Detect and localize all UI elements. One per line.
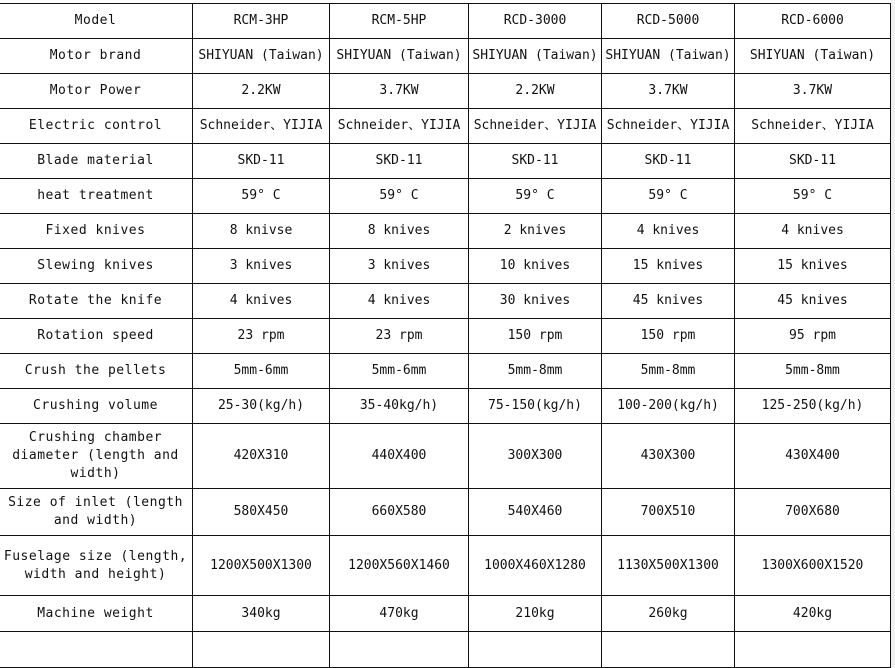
row-label: Fixed knives <box>0 214 193 249</box>
cell-value: 430X300 <box>602 424 735 489</box>
cell-value: 3.7KW <box>735 74 891 109</box>
cell-value: 15 knives <box>735 249 891 284</box>
cell-value: SHIYUAN (Taiwan) <box>602 39 735 74</box>
cell-value: 470kg <box>330 596 469 632</box>
table-row <box>0 489 891 536</box>
row-label: Slewing knives <box>0 249 193 284</box>
table-row <box>0 389 891 424</box>
cell-value: 30 knives <box>469 284 602 319</box>
cell-value: 4 knives <box>602 214 735 249</box>
cell-value: SKD-11 <box>735 144 891 179</box>
cell-value: 8 knivse <box>193 214 330 249</box>
cell-value: 340kg <box>193 596 330 632</box>
cell-value: 700X510 <box>602 489 735 536</box>
table-row <box>0 144 891 179</box>
cell-value: 59° C <box>193 179 330 214</box>
cell-value: 700X680 <box>735 489 891 536</box>
cell-value: 420kg <box>735 596 891 632</box>
cell-value: 5mm-8mm <box>602 354 735 389</box>
table-row <box>0 179 891 214</box>
cell-value: 35-40kg/h) <box>330 389 469 424</box>
cell-value: 45 knives <box>602 284 735 319</box>
cell-value: 1200X560X1460 <box>330 536 469 596</box>
cell-value: 5mm-6mm <box>330 354 469 389</box>
cell-value: 59° C <box>330 179 469 214</box>
cell-value: 3 knives <box>193 249 330 284</box>
empty-cell <box>602 632 735 668</box>
cell-value: SKD-11 <box>330 144 469 179</box>
table-row <box>0 284 891 319</box>
cell-value: 540X460 <box>469 489 602 536</box>
cell-value: 260kg <box>602 596 735 632</box>
cell-value: 150 rpm <box>602 319 735 354</box>
cell-value: 2.2KW <box>193 74 330 109</box>
table-header-row <box>0 4 891 39</box>
cell-value: SHIYUAN (Taiwan) <box>469 39 602 74</box>
model-header: RCD-5000 <box>602 4 735 39</box>
header-label-model: Model <box>0 4 193 39</box>
cell-value: 25-30(kg/h) <box>193 389 330 424</box>
specification-table <box>0 3 891 668</box>
cell-value: 2.2KW <box>469 74 602 109</box>
cell-value: 1300X600X1520 <box>735 536 891 596</box>
cell-value: 59° C <box>469 179 602 214</box>
cell-value: 660X580 <box>330 489 469 536</box>
cell-value: 75-150(kg/h) <box>469 389 602 424</box>
page-gutter <box>891 0 895 668</box>
cell-value: SHIYUAN (Taiwan) <box>193 39 330 74</box>
model-header: RCD-6000 <box>735 4 891 39</box>
row-label: Rotate the knife <box>0 284 193 319</box>
cell-value: 440X400 <box>330 424 469 489</box>
cell-value: 4 knives <box>330 284 469 319</box>
cell-value: 5mm-6mm <box>193 354 330 389</box>
cell-value: 5mm-8mm <box>469 354 602 389</box>
cell-value: Schneider、YIJIA <box>330 109 469 144</box>
row-label: Crush the pellets <box>0 354 193 389</box>
cell-value: 4 knives <box>193 284 330 319</box>
row-label: Size of inlet (length and width) <box>0 489 193 536</box>
table-row <box>0 109 891 144</box>
cell-value: Schneider、YIJIA <box>602 109 735 144</box>
cell-value: Schneider、YIJIA <box>469 109 602 144</box>
model-header: RCD-3000 <box>469 4 602 39</box>
cell-value: SHIYUAN (Taiwan) <box>330 39 469 74</box>
cell-value: 3.7KW <box>602 74 735 109</box>
cell-value: 95 rpm <box>735 319 891 354</box>
empty-cell <box>735 632 891 668</box>
cell-value: 210kg <box>469 596 602 632</box>
row-label: heat treatment <box>0 179 193 214</box>
cell-value: 150 rpm <box>469 319 602 354</box>
table-row <box>0 74 891 109</box>
row-label: Rotation speed <box>0 319 193 354</box>
cell-value: 2 knives <box>469 214 602 249</box>
table-row-empty <box>0 632 891 668</box>
row-label: Blade material <box>0 144 193 179</box>
row-label: Crushing chamber diameter (length and width) <box>0 424 193 489</box>
cell-value: 1130X500X1300 <box>602 536 735 596</box>
row-label: Crushing volume <box>0 389 193 424</box>
empty-cell <box>330 632 469 668</box>
cell-value: 15 knives <box>602 249 735 284</box>
row-label: Machine weight <box>0 596 193 632</box>
cell-value: 8 knives <box>330 214 469 249</box>
cell-value: 1000X460X1280 <box>469 536 602 596</box>
table-row <box>0 249 891 284</box>
cell-value: 23 rpm <box>330 319 469 354</box>
row-label: Electric control <box>0 109 193 144</box>
cell-value: 100-200(kg/h) <box>602 389 735 424</box>
cell-value: 10 knives <box>469 249 602 284</box>
row-label: Motor brand <box>0 39 193 74</box>
cell-value: Schneider、YIJIA <box>735 109 891 144</box>
cell-value: 4 knives <box>735 214 891 249</box>
table-row <box>0 39 891 74</box>
model-header: RCM-3HP <box>193 4 330 39</box>
table-row <box>0 596 891 632</box>
model-header: RCM-5HP <box>330 4 469 39</box>
row-label: Fuselage size (length, width and height) <box>0 536 193 596</box>
cell-value: 59° C <box>735 179 891 214</box>
cell-value: SKD-11 <box>469 144 602 179</box>
table-row <box>0 536 891 596</box>
cell-value: 5mm-8mm <box>735 354 891 389</box>
cell-value: 300X300 <box>469 424 602 489</box>
cell-value: 45 knives <box>735 284 891 319</box>
table-row <box>0 319 891 354</box>
cell-value: 3 knives <box>330 249 469 284</box>
empty-cell <box>0 632 193 668</box>
cell-value: 59° C <box>602 179 735 214</box>
cell-value: 580X450 <box>193 489 330 536</box>
empty-cell <box>193 632 330 668</box>
cell-value: 1200X500X1300 <box>193 536 330 596</box>
cell-value: 3.7KW <box>330 74 469 109</box>
empty-cell <box>469 632 602 668</box>
cell-value: Schneider、YIJIA <box>193 109 330 144</box>
table-row <box>0 214 891 249</box>
table-row <box>0 354 891 389</box>
cell-value: 430X400 <box>735 424 891 489</box>
cell-value: 420X310 <box>193 424 330 489</box>
cell-value: 125-250(kg/h) <box>735 389 891 424</box>
row-label: Motor Power <box>0 74 193 109</box>
cell-value: SKD-11 <box>193 144 330 179</box>
cell-value: 23 rpm <box>193 319 330 354</box>
cell-value: SKD-11 <box>602 144 735 179</box>
table-row <box>0 424 891 489</box>
cell-value: SHIYUAN (Taiwan) <box>735 39 891 74</box>
